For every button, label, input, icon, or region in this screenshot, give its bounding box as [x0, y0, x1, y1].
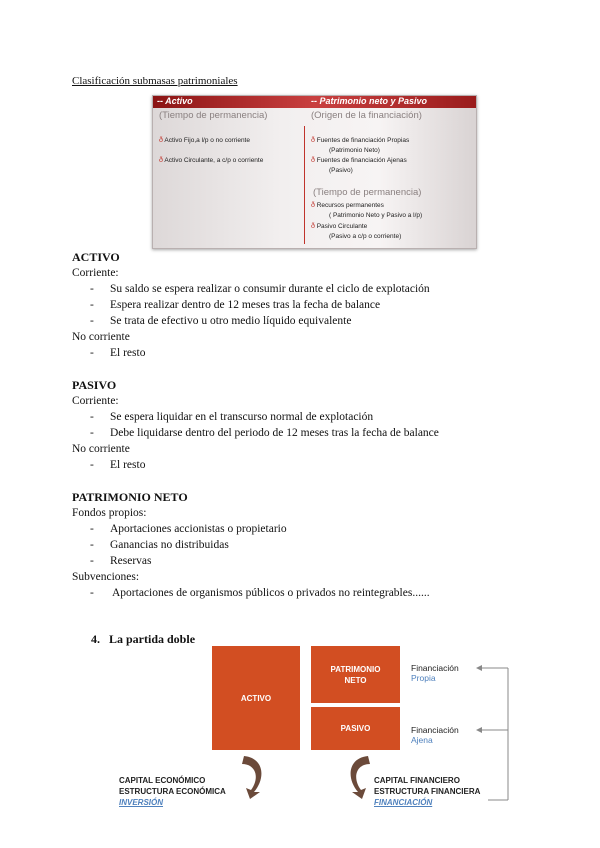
slide-tiempo-subtitle: (Tiempo de permanencia) [313, 187, 422, 198]
subvenciones-list [72, 585, 572, 601]
pasivo-no-corriente-list [72, 457, 572, 473]
list-item: - Se trata de efectivo u otro medio líquido equivalente [90, 315, 352, 327]
slide-divider [304, 126, 305, 244]
slide-pasivo-subtitle: (Origen de la financiación) [311, 110, 422, 121]
curved-arrow-left-icon [236, 752, 276, 800]
patrimonio-neto-box: PATRIMONIO NETO [311, 646, 400, 703]
list-item: - El resto [90, 347, 146, 359]
activo-box: ACTIVO [212, 646, 300, 750]
slide-activo-title: -- Activo [157, 96, 193, 106]
pasivo-box: PASIVO [311, 707, 400, 750]
slide-activo-item: ð Activo Circulante, a c/p o corriente [159, 157, 264, 164]
curved-arrow-right-icon [336, 752, 376, 800]
slide-origen-sub: (Patrimonio Neto) [329, 147, 380, 154]
fondos-propios-list [72, 521, 572, 569]
slide-tiempo-item: ð Recursos permanentes [311, 202, 384, 209]
arrow-head-icon [476, 665, 482, 671]
list-item: - Aportaciones accionistas o propietario [90, 523, 287, 535]
list-item: - Debe liquidarse dentro del periodo de 12 meses tras la fecha de balance [90, 427, 439, 439]
pasivo-heading: PASIVO [72, 378, 117, 392]
subvenciones-label: Subvenciones: [72, 571, 140, 583]
slide-activo-subtitle: (Tiempo de permanencia) [159, 110, 268, 121]
bullet-glyph: ð [311, 137, 315, 144]
slide-origen-item: ð Fuentes de financiación Ajenas [311, 157, 407, 164]
activo-heading: ACTIVO [72, 250, 120, 264]
slide-tiempo-sub: (Pasivo a c/p o corriente) [329, 233, 402, 240]
slide-origen-sub: (Pasivo) [329, 167, 353, 174]
list-item: - Se espera liquidar en el transcurso normal de explotación [90, 411, 374, 423]
bullet-glyph: ð [311, 223, 315, 230]
pasivo-corriente-list [72, 409, 572, 441]
list-item: - Aportaciones de organismos públicos o privados no reintegrables...... [90, 587, 430, 599]
list-item: - Espera realizar dentro de 12 meses tras la fecha de balance [90, 299, 381, 311]
patrimonio-heading: PATRIMONIO NETO [72, 490, 188, 504]
list-item: - El resto [90, 459, 146, 471]
slide-tiempo-sub: ( Patrimonio Neto y Pasivo a l/p) [329, 212, 423, 219]
arrow-head-icon [476, 727, 482, 733]
bullet-glyph: ð [159, 137, 163, 144]
slide-origen-item: ð Fuentes de financiación Propias [311, 137, 410, 144]
section-4-title: La partida doble [109, 632, 196, 646]
fondos-propios-label: Fondos propios: [72, 507, 147, 519]
financiacion-ajena: Financiación Ajena [411, 725, 459, 745]
classification-slide [152, 95, 477, 249]
activo-corriente-list [72, 281, 572, 329]
slide-activo-item: ð Activo Fijo,a l/p o no corriente [159, 137, 250, 144]
capital-economico-caption: CAPITAL ECONÓMICO ESTRUCTURA ECONÓMICA INVERSIÓN [119, 776, 226, 807]
bullet-glyph: ð [311, 202, 315, 209]
activo-no-corriente-label: No corriente [72, 331, 130, 343]
list-item: - Reservas [90, 555, 152, 567]
capital-financiero-caption: CAPITAL FINANCIERO ESTRUCTURA FINANCIERA FINANCIACIÓN [374, 776, 481, 807]
pasivo-no-corriente-label: No corriente [72, 443, 130, 455]
clasificacion-heading: Clasificación submasas patrimoniales [72, 75, 238, 87]
list-item: - Su saldo se espera realizar o consumir durante el ciclo de explotación [90, 283, 430, 295]
slide-pasivo-title: -- Patrimonio neto y Pasivo [311, 96, 428, 106]
section-4-number: 4. [91, 632, 100, 646]
activo-corriente-label: Corriente: [72, 267, 119, 279]
list-item: - Ganancias no distribuidas [90, 539, 229, 551]
financiacion-propia: Financiación Propia [411, 663, 459, 683]
bullet-glyph: ð [311, 157, 315, 164]
slide-tiempo-item: ð Pasivo Circulante [311, 223, 368, 230]
body-text [72, 249, 572, 601]
bullet-glyph: ð [159, 157, 163, 164]
activo-no-corriente-list [72, 345, 572, 361]
pasivo-corriente-label: Corriente: [72, 395, 119, 407]
